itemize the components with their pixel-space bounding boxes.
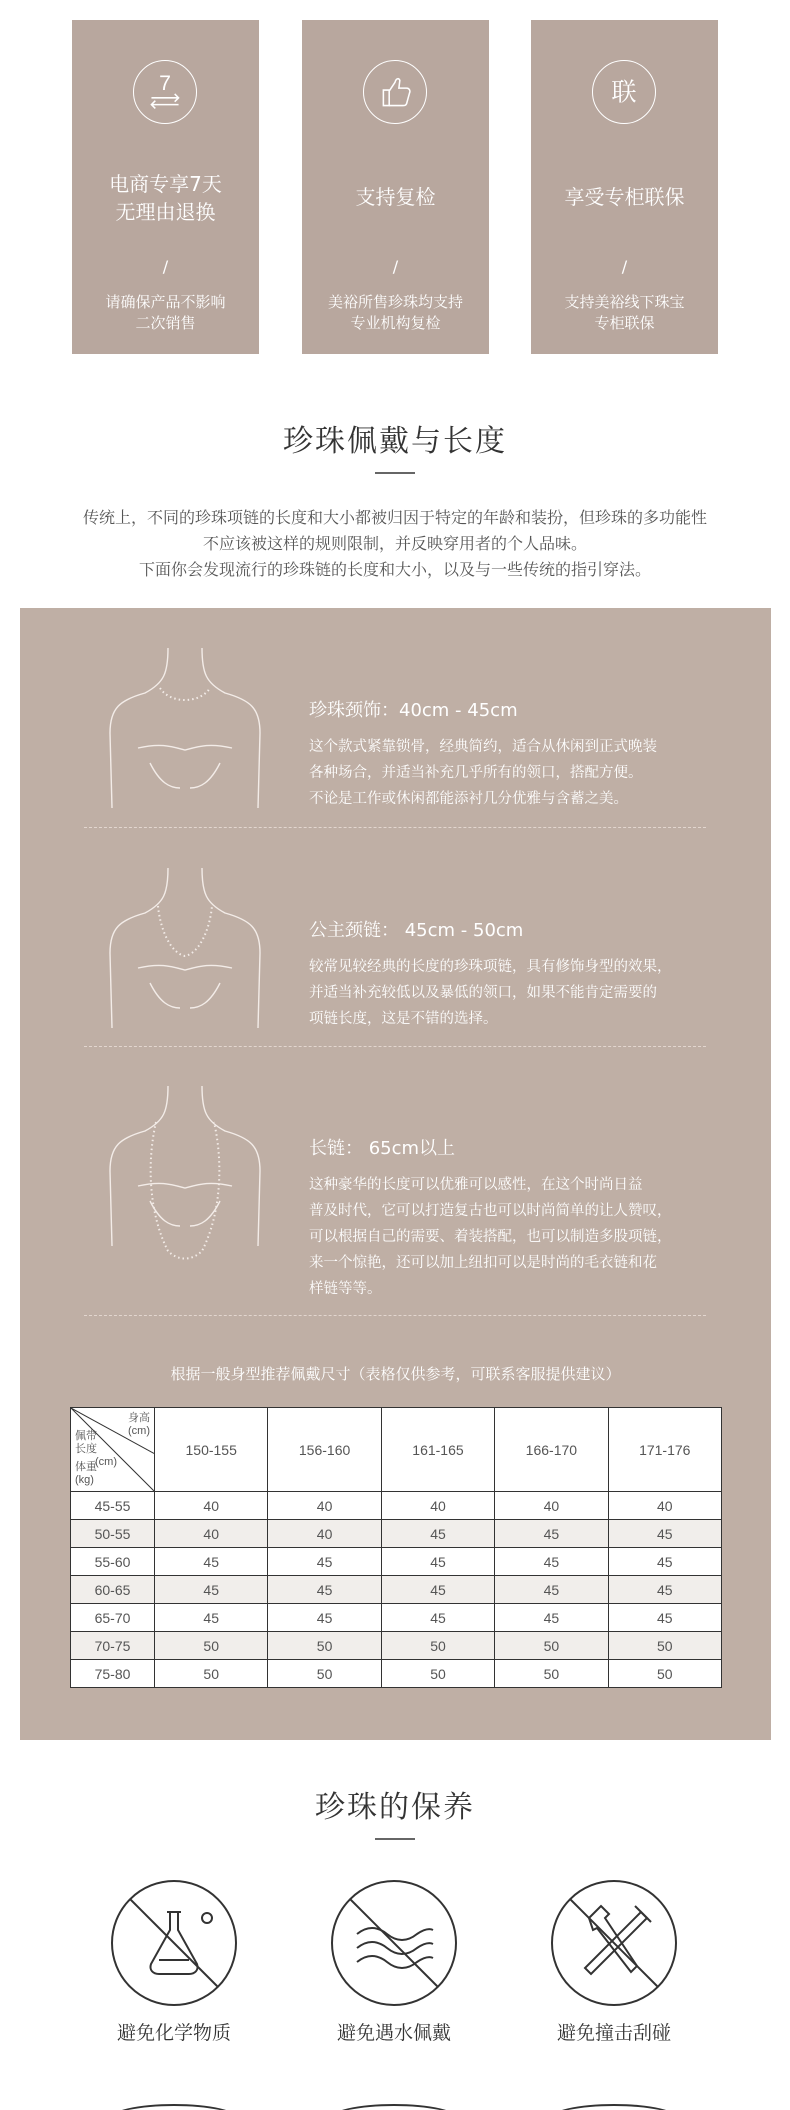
care-item-water (319, 1878, 469, 2045)
column-header: 166-170 (495, 1408, 608, 1492)
length-name: 公主颈链： 45cm - 50cm (309, 920, 524, 941)
length-cell: 45 (268, 1548, 381, 1576)
length-cell: 40 (608, 1492, 721, 1520)
care-label: 避免撞击刮碰 (556, 2022, 671, 2044)
size-table-corner (71, 1408, 155, 1492)
next-care-icon-partial (329, 2104, 459, 2110)
wearing-intro: 传统上，不同的珍珠项链的长度和大小都被归因于特定的年龄和装扮，但珍珠的多功能性 不应该被这样的规则限制，并反映穿用者的个人品味。 下面你会发现流行的珍珠链的长度和大小，以及与一些传统的指引穿法。 (82, 508, 707, 579)
corner-weight: 体重 (kg) (75, 1461, 97, 1486)
length-cell: 45 (268, 1604, 381, 1632)
princess-necklace-figure-icon (90, 858, 280, 1048)
length-cell: 50 (268, 1660, 381, 1688)
length-cell: 45 (495, 1548, 608, 1576)
length-cell: 45 (155, 1604, 268, 1632)
table-row (71, 1548, 722, 1576)
size-table-body (71, 1492, 722, 1688)
size-table (70, 1407, 722, 1688)
section-title-care: 珍珠的保养 (315, 1790, 475, 1825)
length-cell: 40 (155, 1492, 268, 1520)
weight-cell: 60-65 (71, 1576, 155, 1604)
next-care-icon-partial (109, 2104, 239, 2110)
next-care-icon-partial (549, 2104, 679, 2110)
column-header: 161-165 (381, 1408, 494, 1492)
service-cards (72, 20, 718, 354)
table-row (71, 1604, 722, 1632)
length-cell: 45 (381, 1604, 494, 1632)
slash-divider: / (621, 257, 628, 276)
pearl-length-panel (20, 608, 771, 1740)
length-cell: 45 (608, 1576, 721, 1604)
svg-text:7: 7 (159, 71, 171, 96)
service-desc: 美裕所售珍珠均支持 专业机构复检 (327, 293, 463, 332)
weight-cell: 65-70 (71, 1604, 155, 1632)
column-header: 150-155 (155, 1408, 268, 1492)
dashed-divider (84, 1046, 706, 1047)
no-water-icon (329, 1878, 459, 2008)
table-row (71, 1660, 722, 1688)
length-cell: 45 (495, 1520, 608, 1548)
length-cell: 50 (608, 1660, 721, 1688)
length-cell: 45 (608, 1520, 721, 1548)
column-header: 156-160 (268, 1408, 381, 1492)
length-cell: 40 (268, 1492, 381, 1520)
weight-cell: 70-75 (71, 1632, 155, 1660)
table-row (71, 1632, 722, 1660)
thumbs-up-icon (363, 60, 427, 124)
title-underline (375, 472, 415, 474)
length-desc: 这种豪华的长度可以优雅可以感性，在这个时尚日益 普及时代，它可以打造复古也可以时尚简单的让人赞叹， 可以根据自己的需要、着装搭配，也可以制造多股项链， 来一个惊艳，还可以加上纽扣可以是时尚的毛衣链和花 样链等等。 (309, 1177, 672, 1297)
length-cell: 40 (268, 1520, 381, 1548)
service-card-recheck (302, 20, 489, 354)
slash-divider: / (162, 257, 169, 276)
length-cell: 45 (608, 1604, 721, 1632)
length-cell: 40 (381, 1492, 494, 1520)
service-title: 支持复检 (355, 185, 436, 209)
dashed-divider (84, 827, 706, 828)
length-desc: 这个款式紧靠锁骨，经典简约，适合从休闲到正式晚装 各种场合，并适当补充几乎所有的领口，搭配方便。 不论是工作或休闲都能添衬几分优雅与含蓄之美。 (309, 739, 657, 807)
corner-height: 身高 (cm) (128, 1412, 150, 1437)
seven-day-return-icon (133, 60, 197, 124)
length-cell: 50 (495, 1632, 608, 1660)
care-tips (0, 1878, 790, 2048)
service-card-return (72, 20, 259, 354)
service-card-warranty (531, 20, 718, 354)
no-chemicals-icon (109, 1878, 239, 2008)
length-name: 珍珠颈饰：40cm - 45cm (309, 700, 518, 721)
table-row (71, 1520, 722, 1548)
care-item-chemicals (99, 1878, 249, 2045)
length-cell: 50 (495, 1660, 608, 1688)
care-item-impact (539, 1878, 689, 2045)
weight-cell: 50-55 (71, 1520, 155, 1548)
length-cell: 50 (381, 1632, 494, 1660)
column-header: 171-176 (608, 1408, 721, 1492)
length-cell: 50 (155, 1660, 268, 1688)
no-impact-icon (549, 1878, 679, 2008)
title-underline (375, 1838, 415, 1840)
length-cell: 45 (381, 1548, 494, 1576)
size-table-caption: 根据一般身型推荐佩戴尺寸（表格仅供参考，可联系客服提供建议） (170, 1365, 621, 1383)
service-title: 享受专柜联保 (564, 185, 685, 209)
length-cell: 45 (155, 1548, 268, 1576)
table-row (71, 1492, 722, 1520)
length-cell: 40 (155, 1520, 268, 1548)
length-cell: 50 (155, 1632, 268, 1660)
slash-divider: / (392, 257, 399, 276)
service-desc: 请确保产品不影响 二次销售 (105, 293, 226, 332)
length-cell: 50 (381, 1660, 494, 1688)
length-cell: 45 (608, 1548, 721, 1576)
service-title: 电商专享7天 无理由退换 (109, 172, 222, 224)
length-cell: 45 (495, 1576, 608, 1604)
length-cell: 45 (495, 1604, 608, 1632)
long-necklace-figure-icon (90, 1076, 280, 1266)
length-cell: 45 (268, 1576, 381, 1604)
length-desc: 较常见较经典的长度的珍珠项链，具有修饰身型的效果， 并适当补充较低以及暴低的领口，如果不能肯定需要的 项链长度，这是不错的选择。 (309, 959, 672, 1027)
length-cell: 45 (381, 1576, 494, 1604)
collar-necklace-figure-icon (90, 638, 280, 828)
table-row (71, 1576, 722, 1604)
care-label: 避免遇水佩戴 (336, 2022, 451, 2044)
joint-warranty-icon (592, 60, 656, 124)
weight-cell: 55-60 (71, 1548, 155, 1576)
weight-cell: 45-55 (71, 1492, 155, 1520)
length-cell: 50 (608, 1632, 721, 1660)
care-label: 避免化学物质 (116, 2022, 231, 2044)
corner-length: 佩带 长度 (cm) (75, 1430, 117, 1468)
section-title-wearing: 珍珠佩戴与长度 (283, 424, 507, 459)
length-cell: 45 (381, 1520, 494, 1548)
length-name: 长链： 65cm以上 (309, 1138, 456, 1159)
dashed-divider (84, 1315, 706, 1316)
svg-text:联: 联 (611, 77, 637, 107)
service-desc: 支持美裕线下珠宝 专柜联保 (564, 293, 685, 332)
length-cell: 40 (495, 1492, 608, 1520)
length-cell: 45 (155, 1576, 268, 1604)
length-cell: 50 (268, 1632, 381, 1660)
weight-cell: 75-80 (71, 1660, 155, 1688)
